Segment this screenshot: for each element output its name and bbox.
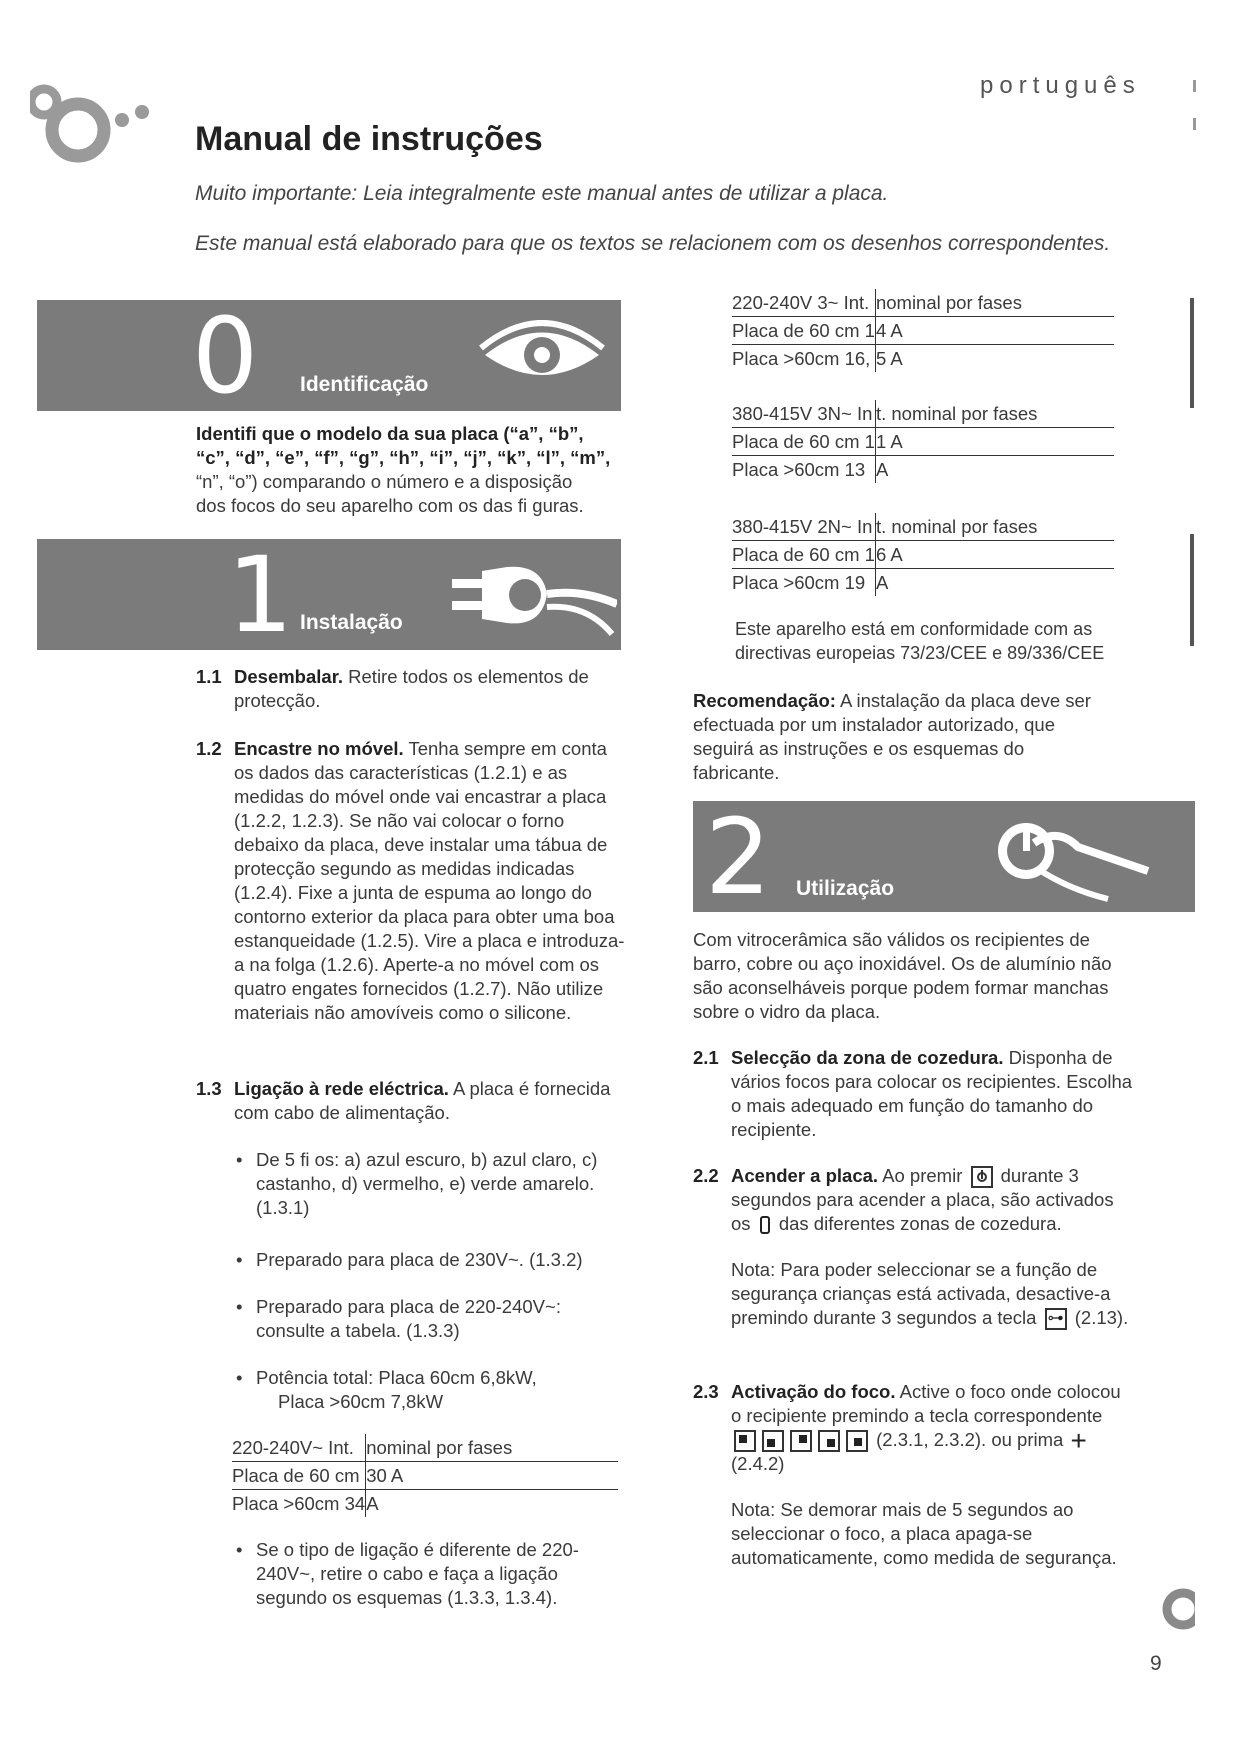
bullet-item: • Se o tipo de ligação é diferente de 220-240V~, retire o cabo e faça a ligação segundo os esquemas (1.3.3, 1.3.4). <box>236 1539 579 1608</box>
header-mark <box>1193 80 1196 92</box>
section-banner-identification <box>37 295 621 417</box>
instruction-2-1: 2.1 Selecção da zona de cozedura. Disponha de vários focos para colocar os recipientes. Escolha o mais adequado em função do tamanho do recipiente. <box>693 1047 1133 1140</box>
zone-key-icon <box>846 1430 868 1452</box>
eye-icon <box>477 320 607 390</box>
margin-bar <box>1190 298 1194 408</box>
margin-bar <box>1190 534 1194 646</box>
bullet-item: • Preparado para placa de 220-240V~: consulte a tabela. (1.3.3) <box>236 1296 561 1341</box>
usage-intro: Com vitrocerâmica são válidos os recipientes de barro, cobre ou aço inoxidável. Os de alumínio não são aconselháveis porque podem formar manchas sobre o vidro da placa. <box>693 929 1112 1022</box>
section-number: 2 <box>705 796 772 918</box>
section-number: 0 <box>192 295 259 417</box>
fuse-table: 380-415V 3N~ In t. nominal por fases Placa de 60 cm 1 1 A Placa >60cm 13 A <box>732 400 1114 483</box>
language-label: português <box>980 72 1141 99</box>
page-title: Manual de instruções <box>195 120 543 158</box>
bullet-item: • Preparado para placa de 230V~. (1.3.2) <box>236 1249 583 1270</box>
ring-decoration-icon <box>1155 1584 1195 1634</box>
zone-key-icon <box>762 1430 784 1452</box>
zone-key-icon <box>818 1430 840 1452</box>
zone-key-icon <box>734 1430 756 1452</box>
fuse-table: 380-415V 2N~ In t. nominal por fases Placa de 60 cm 1 6 A Placa >60cm 19 A <box>732 513 1114 596</box>
power-key-icon <box>971 1166 993 1188</box>
display-digit-icon <box>760 1216 770 1234</box>
section-number: 1 <box>227 534 294 656</box>
instruction-1-2: 1.2 Encastre no móvel. Tenha sempre em conta os dados das características (1.2.1) e as medidas do móvel onde vai encastrar a placa (1.2.2, 1.2.3). Se não vai colocar o forno debaixo da placa, deve instalar uma tábua de protecção segundo as medidas indicadas (1.2.4). Fixe a junta de espuma ao longo do contorno exterior da placa para obter uma boa estanqueidade (1.2.5). Vire a placa e introduza-a na folga (1.2.6). Aperte-a no móvel com os quatro engates fornecidos (1.2.7). Não utilize materiais não amovíveis como o silicone. <box>196 738 625 1023</box>
finger-touch-icon <box>968 809 1188 909</box>
instruction-2-3: 2.3 Activação do foco. Active o foco onde colocou o recipiente premindo a tecla correspondente (2.3.1, 2.3.2). ou prima + (2.4.2) Nota: Se demorar mais de 5 segundos ao seleccionar o foco, a placa apaga-se automaticamente, como medida de segurança. <box>693 1381 1121 1569</box>
page-number: 9 <box>1150 1652 1162 1675</box>
section-label: Identificação <box>300 373 429 396</box>
identification-text: Identifi que o modelo da sua placa (“a”, “b”, “c”, “d”, “e”, “f”, “g”, “h”, “i”, “j”, “k”, “l”, “m”, “n”, “o”) comparando o número e a disposição dos focos do seu aparelho com os das fi guras. <box>196 423 611 516</box>
conformity-text: Este aparelho está em conformidade com as directivas europeias 73/23/CEE e 89/336/CEE <box>735 619 1105 663</box>
child-lock-key-icon <box>1045 1308 1067 1330</box>
zone-key-icon <box>790 1430 812 1452</box>
instruction-2-2: 2.2 Acender a placa. Ao premir durante 3 segundos para acender a placa, são activados os das diferentes zonas de cozedura. Nota: Para poder seleccionar se a função de segurança crianças está activada, desactive-a premindo durante 3 segundos a tecla ⊶ (2.13). <box>693 1164 1133 1330</box>
plug-icon <box>447 549 617 644</box>
section-label: Instalação <box>300 611 403 634</box>
intro-note: Este manual está elaborado para que os textos se relacionem com os desenhos correspondentes. <box>195 232 1111 255</box>
recommendation-text: Recomendação: A instalação da placa deve ser efectuada por um instalador autorizado, que seguirá as instruções e os esquemas do fabricante. <box>693 690 1091 783</box>
section-label: Utilização <box>796 877 895 900</box>
bullet-item: • Potência total: Placa 60cm 6,8kW, Placa >60cm 7,8kW <box>236 1367 537 1412</box>
section-banner-installation <box>37 534 621 656</box>
fuse-table: 220-240V~ Int. nominal por fases Placa de 60 cm 30 A Placa >60cm 34 A <box>232 1434 618 1517</box>
bubbles-logo-icon <box>30 78 170 178</box>
fuse-table: 220-240V 3~ Int. nominal por fases Placa de 60 cm 1 4 A Placa >60cm 16, 5 A <box>732 289 1114 372</box>
instruction-1-1: 1.1 Desembalar. Retire todos os elementos de protecção. <box>196 666 589 711</box>
header-mark <box>1193 118 1196 130</box>
bullet-item: • De 5 fi os: a) azul escuro, b) azul claro, c) castanho, d) vermelho, e) verde amarelo. (1.3.1) <box>236 1149 598 1218</box>
plus-key-icon: + <box>1070 1425 1087 1457</box>
intro-note: Muito importante: Leia integralmente este manual antes de utilizar a placa. <box>195 182 889 205</box>
section-banner-usage <box>693 796 1195 918</box>
instruction-1-3: 1.3 Ligação à rede eléctrica. A placa é fornecida com cabo de alimentação. <box>196 1078 611 1123</box>
